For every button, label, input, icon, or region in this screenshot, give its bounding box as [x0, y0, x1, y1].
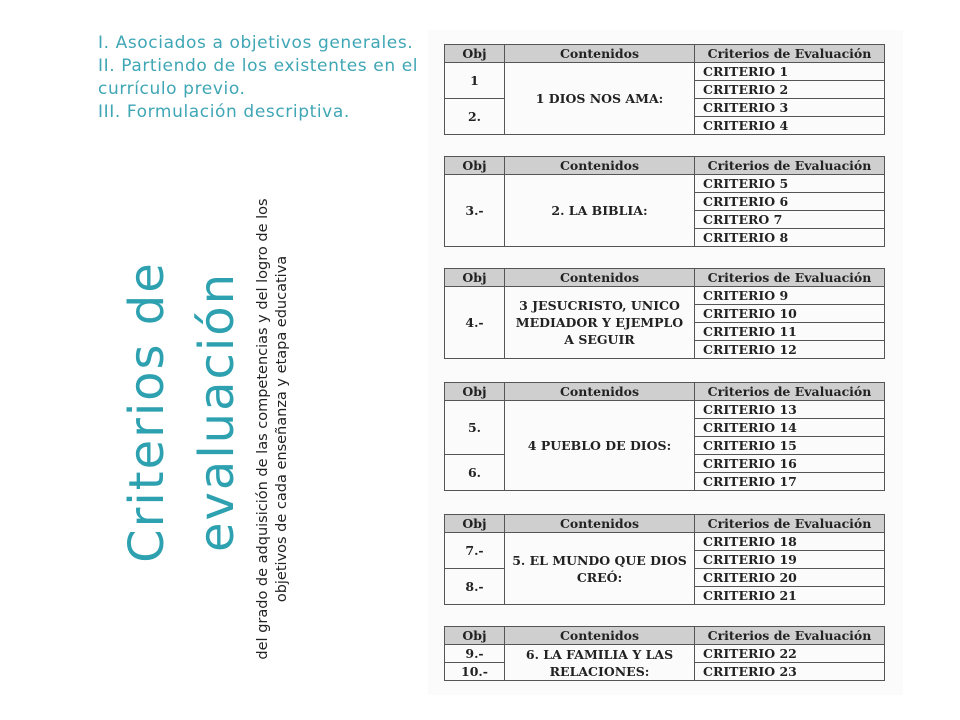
criterio-cell: CRITERIO 16 — [695, 455, 885, 473]
tables-panel — [428, 30, 903, 695]
criterio-cell: CRITERIO 4 — [695, 117, 885, 135]
obj-cell: 1 — [445, 63, 505, 99]
obj-cell: 2. — [445, 99, 505, 135]
obj-cell: 8.- — [445, 569, 505, 605]
contenido-cell: 5. EL MUNDO QUE DIOS CREÓ: — [505, 533, 695, 605]
header-criterios: Criterios de Evaluación — [695, 627, 885, 645]
bullet-item: III. Formulación descriptiva. — [98, 102, 350, 122]
header-criterios: Criterios de Evaluación — [695, 157, 885, 175]
header-contenidos: Contenidos — [505, 383, 695, 401]
subtitle-container — [254, 196, 310, 662]
header-criterios: Criterios de Evaluación — [695, 383, 885, 401]
header-obj: Obj — [445, 627, 505, 645]
header-contenidos: Contenidos — [505, 45, 695, 63]
header-obj: Obj — [445, 45, 505, 63]
criterio-cell: CRITERIO 13 — [695, 401, 885, 419]
header-obj: Obj — [445, 269, 505, 287]
slide-title: Criterios de evaluación — [119, 261, 245, 563]
criterio-cell: CRITERIO 20 — [695, 569, 885, 587]
title-container — [112, 232, 252, 592]
criterio-cell: CRITERIO 12 — [695, 341, 885, 359]
contenido-cell: 4 PUEBLO DE DIOS: — [505, 401, 695, 491]
criterio-cell: CRITERIO 9 — [695, 287, 885, 305]
contenido-cell: 6. LA FAMILIA Y LAS RELACIONES: — [505, 645, 695, 681]
contenido-cell: 2. LA BIBLIA: — [505, 175, 695, 247]
header-criterios: Criterios de Evaluación — [695, 515, 885, 533]
criterio-cell: CRITERIO 10 — [695, 305, 885, 323]
criterio-cell: CRITERIO 2 — [695, 81, 885, 99]
criterio-cell: CRITERIO 14 — [695, 419, 885, 437]
criterio-cell: CRITERIO 11 — [695, 323, 885, 341]
header-obj: Obj — [445, 383, 505, 401]
criteria-table-6 — [444, 626, 885, 681]
criteria-table-4 — [444, 382, 885, 491]
criterio-cell: CRITERIO 23 — [695, 663, 885, 681]
contenido-cell: 3 JESUCRISTO, UNICO MEDIADOR Y EJEMPLO A SEGUIR — [505, 287, 695, 359]
criterio-cell: CRITERIO 3 — [695, 99, 885, 117]
criterio-cell: CRITERIO 22 — [695, 645, 885, 663]
obj-cell: 7.- — [445, 533, 505, 569]
obj-cell: 6. — [445, 455, 505, 491]
bullet-item: I. Asociados a objetivos generales. — [98, 33, 414, 53]
criteria-table-1 — [444, 44, 885, 135]
criterio-cell: CRITERIO 8 — [695, 229, 885, 247]
criterio-cell: CRITERIO 21 — [695, 587, 885, 605]
criteria-table-5 — [444, 514, 885, 605]
criterio-cell: CRITERO 7 — [695, 211, 885, 229]
obj-cell: 3.- — [445, 175, 505, 247]
criterio-cell: CRITERIO 15 — [695, 437, 885, 455]
header-contenidos: Contenidos — [505, 515, 695, 533]
header-contenidos: Contenidos — [505, 627, 695, 645]
obj-cell: 9.- — [445, 645, 505, 663]
contenido-cell: 1 DIOS NOS AMA: — [505, 63, 695, 135]
criterio-cell: CRITERIO 6 — [695, 193, 885, 211]
criterio-cell: CRITERIO 17 — [695, 473, 885, 491]
criterio-cell: CRITERIO 5 — [695, 175, 885, 193]
header-criterios: Criterios de Evaluación — [695, 45, 885, 63]
header-obj: Obj — [445, 157, 505, 175]
criteria-table-2 — [444, 156, 885, 247]
criterio-cell: CRITERIO 18 — [695, 533, 885, 551]
slide-subtitle: del grado de adquisición de las competencias y del logro de los objetivos de cada enseñanza y etapa educativa — [255, 198, 290, 660]
header-contenidos: Contenidos — [505, 269, 695, 287]
bullet-item: II. Partiendo de los existentes en el currículo previo. — [98, 56, 419, 99]
criterio-cell: CRITERIO 1 — [695, 63, 885, 81]
criteria-table-3 — [444, 268, 885, 359]
header-obj: Obj — [445, 515, 505, 533]
obj-cell: 10.- — [445, 663, 505, 681]
obj-cell: 5. — [445, 401, 505, 455]
header-criterios: Criterios de Evaluación — [695, 269, 885, 287]
header-contenidos: Contenidos — [505, 157, 695, 175]
objectives-list — [98, 32, 428, 124]
criterio-cell: CRITERIO 19 — [695, 551, 885, 569]
obj-cell: 4.- — [445, 287, 505, 359]
